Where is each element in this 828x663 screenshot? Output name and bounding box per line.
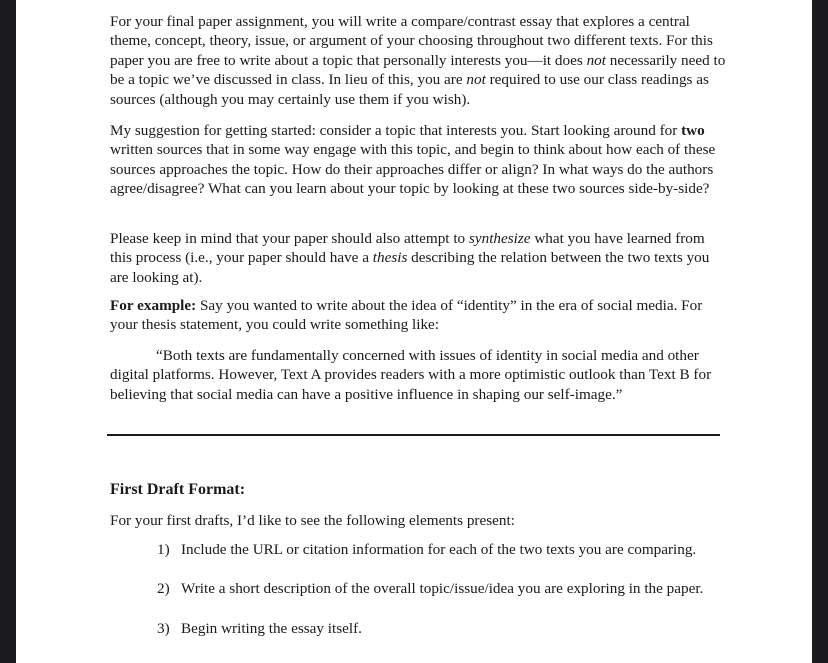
- text-segment: Please keep in mind that your paper should also attempt to: [110, 230, 469, 247]
- list-item: [157, 540, 696, 559]
- list-number: 3): [157, 620, 170, 637]
- emphasis-text: not: [466, 71, 486, 89]
- document-page: [16, 0, 812, 663]
- text-segment: what you have learned from this process (i.e., your paper should have a: [110, 230, 705, 267]
- text-segment: written sources that in some way engage with this topic, and begin to think about how each of these sources approaches the topic. How do their approaches differ or align? In what ways do the authors agree/disagree? What can you learn about your topic by looking at these two sources side-by-side?: [110, 141, 716, 198]
- text-segment: Say you wanted to write about the idea of “identity” in the era of social media. For your thesis statement, you could write something like:: [110, 297, 703, 334]
- paragraph-synthesize: [110, 229, 730, 287]
- list-number: 2): [157, 580, 170, 597]
- emphasis-text: not: [586, 51, 606, 69]
- first-draft-intro: For your first drafts, I’d like to see the following elements present:: [110, 512, 515, 529]
- emphasis-text: thesis: [372, 249, 408, 267]
- paragraph-assignment-overview: [110, 12, 730, 109]
- text-segment: My suggestion for getting started: consider a topic that interests you. Start looking around for: [110, 122, 682, 139]
- paragraph-example: [110, 296, 730, 335]
- list-item: [157, 619, 362, 638]
- section-heading-first-draft: First Draft Format:: [110, 481, 246, 498]
- text-segment: necessarily need to be a topic we’ve discussed in class. In lieu of this, you are: [110, 51, 726, 89]
- list-number: 1): [157, 541, 170, 558]
- list-text: Begin writing the essay itself.: [181, 620, 362, 637]
- list-text: Write a short description of the overall topic/issue/idea you are exploring in the paper.: [181, 580, 704, 597]
- text-segment: For your final paper assignment, you will write a compare/contrast essay that explores a central theme, concept, theory, issue, or argument of your choosing throughout two different texts. For this paper you are free to write about a topic that personally interests you—it does: [110, 13, 713, 69]
- emphasis-text: synthesize: [468, 230, 531, 247]
- text-segment: describing the relation between the two texts you are looking at).: [110, 249, 710, 286]
- horizontal-divider: [107, 434, 720, 436]
- bold-text: two: [681, 122, 705, 139]
- text-segment: required to use our class readings as sources (although you may certainly use them if you wish).: [110, 71, 709, 108]
- example-thesis-quote: “Both texts are fundamentally concerned with issues of identity in social media and other digital platforms. However, Text A provides readers with a more optimistic outlook than Text B for believing that social media can have a positive influence in shaping our self-image.”: [110, 347, 712, 403]
- list-text: Include the URL or citation information for each of the two texts you are comparing.: [181, 541, 697, 558]
- paragraph-getting-started: [110, 121, 730, 199]
- bold-text: For example:: [110, 297, 197, 314]
- list-item: [157, 579, 703, 598]
